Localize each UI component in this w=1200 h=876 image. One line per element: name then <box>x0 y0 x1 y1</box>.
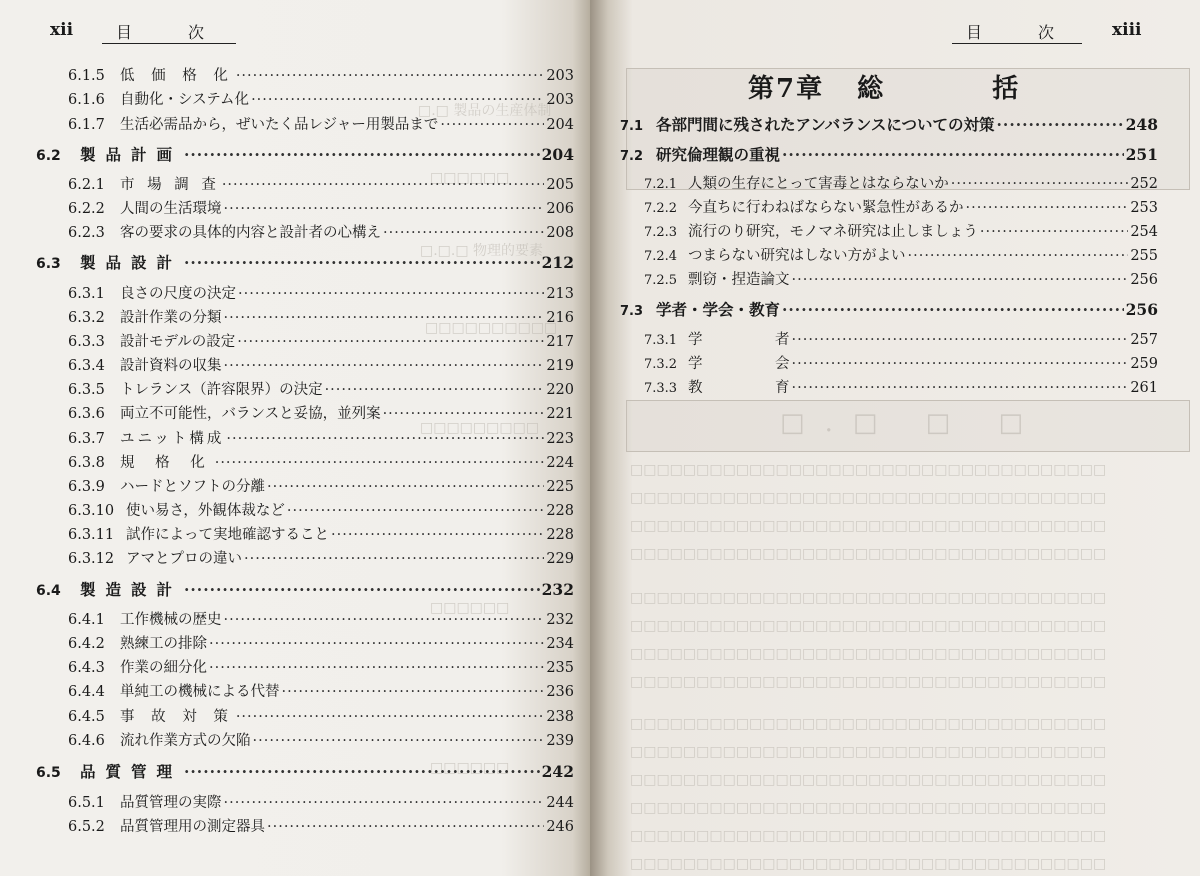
bleed-through-text: □□□□□□ <box>430 600 510 616</box>
bleed-through-text: □□□□□□□□□□□□□□□□□□□□□□□□□□□□□□□□□□□□ <box>630 546 1107 562</box>
toc-section[interactable]: 7.1 各部門間に残されたアンバランスについての対策 ····· 248 <box>620 113 1158 135</box>
toc-entry[interactable]: 6.4.4 単純工の機械による代替 ····· 236 <box>68 680 574 702</box>
toc-entry[interactable]: 6.3.9 ハードとソフトの分離 ····· 225 <box>68 475 574 497</box>
toc-entry[interactable]: 7.3.3 教 育 ····· 261 <box>644 376 1158 398</box>
toc-entry[interactable]: 6.1.5 低 価 格 化 ····· 203 <box>68 64 574 86</box>
toc-section[interactable]: 6.4 製造設計 ····· 232 <box>36 578 574 600</box>
bleed-through-text: □□□□□□□□□□□□□□□□□□□□□□□□□□□□□□□□□□□□ <box>630 800 1107 816</box>
bleed-through-text: □□□□□□□□□□□□□□□□□□□□□□□□□□□□□□□□□□□□ <box>630 828 1107 844</box>
toc-entry[interactable]: 6.3.8 規 格 化 ····· 224 <box>68 451 574 473</box>
toc-entry[interactable]: 6.3.1 良さの尺度の決定 ····· 213 <box>68 282 574 304</box>
toc-entry[interactable]: 6.2.2 人間の生活環境 ····· 206 <box>68 197 574 219</box>
toc-entry[interactable]: 6.3.10 使い易さ，外観体裁など ····· 228 <box>68 499 574 521</box>
left-page <box>0 0 590 876</box>
toc-entry[interactable]: 6.1.6 自動化・システム化 ····· 203 <box>68 88 574 110</box>
chapter-name-part: 括 <box>992 74 1021 104</box>
toc-entry[interactable]: 7.3.1 学 者 ····· 257 <box>644 328 1158 350</box>
bleed-through-text: □□□□□□□□□□□□□□□□□□□□□□□□□□□□□□□□□□□□ <box>630 646 1107 662</box>
bleed-through-text: □□□□□□□□□□□□□□□□□□□□□□□□□□□□□□□□□□□□ <box>630 674 1107 690</box>
toc-entry[interactable]: 6.4.2 熟練工の排除 ····· 234 <box>68 632 574 654</box>
toc-entry[interactable]: 6.4.6 流れ作業方式の欠陥 ····· 239 <box>68 729 574 751</box>
toc-entry[interactable]: 7.2.5 剽窃・捏造論文 ····· 256 <box>644 268 1158 290</box>
bleed-through-text: □□□□□□□□□ <box>420 420 540 436</box>
running-head-rule <box>102 43 236 44</box>
bleed-through-text: □.□.□ 物理的要素 <box>420 243 544 259</box>
toc-section[interactable]: 7.3 学者・学会・教育 ····· 256 <box>620 298 1158 320</box>
bleed-through-text: □□□□□□□□□□ <box>425 320 558 336</box>
toc-entry[interactable]: 6.1.7 生活必需品から，ぜいたく品レジャー用製品まで ····· 204 <box>68 113 574 135</box>
running-head: 目 次 <box>116 23 207 42</box>
bleed-through-text: □□□□□□ <box>430 760 510 776</box>
toc-entry[interactable]: 6.4.5 事 故 対 策 ····· 238 <box>68 705 574 727</box>
toc-entry[interactable]: 6.2.1 市 場 調 査 ····· 205 <box>68 173 574 195</box>
toc-entry[interactable]: 6.3.4 設計資料の収集 ····· 219 <box>68 354 574 376</box>
toc-section[interactable]: 6.2 製品計画 ····· 204 <box>36 143 574 165</box>
toc-entry[interactable]: 6.3.5 トレランス（許容限界）の決定 ····· 220 <box>68 378 574 400</box>
toc-entry[interactable]: 7.2.1 人類の生存にとって害毒とはならないか ····· 252 <box>644 172 1158 194</box>
toc-section[interactable]: 6.5 品質管理 ····· 242 <box>36 760 574 782</box>
toc-entry[interactable]: 7.2.2 今直ちに行わねばならない緊急性があるか ····· 253 <box>644 196 1158 218</box>
bleed-through-text: □□□□□□□□□□□□□□□□□□□□□□□□□□□□□□□□□□□□ <box>630 772 1107 788</box>
toc-entry[interactable]: 6.2.3 客の要求の具体的内容と設計者の心構え ····· 208 <box>68 221 574 243</box>
bleed-through-text: □□□□□□□□□□□□□□□□□□□□□□□□□□□□□□□□□□□□ <box>630 518 1107 534</box>
page-folio: xiii <box>1112 20 1142 40</box>
bleed-through-text: □□□□□□□□□□□□□□□□□□□□□□□□□□□□□□□□□□□□ <box>630 490 1107 506</box>
chapter-label: 第7章 <box>748 74 825 104</box>
bleed-through-text: □.□ □ □ <box>780 408 1044 438</box>
chapter-title <box>748 68 1020 105</box>
bleed-through-text: □.□ 製品の生産体制 <box>418 103 552 119</box>
toc-section[interactable]: 6.3 製品設計 ····· 212 <box>36 251 574 273</box>
toc-entry[interactable]: 6.3.11 試作によって実地確認すること ····· 228 <box>68 523 574 545</box>
toc-entry[interactable]: 6.3.6 両立不可能性，バランスと妥協，並列案 ····· 221 <box>68 402 574 424</box>
toc-entry[interactable]: 6.3.2 設計作業の分類 ····· 216 <box>68 306 574 328</box>
bleed-through-text: □□□□□□□□□□□□□□□□□□□□□□□□□□□□□□□□□□□□ <box>630 716 1107 732</box>
bleed-through-text: □□□□□□□□□□□□□□□□□□□□□□□□□□□□□□□□□□□□ <box>630 744 1107 760</box>
chapter-name-part: 総 <box>857 74 886 104</box>
bleed-through-text: □□□□□□ <box>430 170 510 186</box>
toc-entry[interactable]: 6.3.12 アマとプロの違い ····· 229 <box>68 547 574 569</box>
bleed-through-text: □□□□□□□□□□□□□□□□□□□□□□□□□□□□□□□□□□□□ <box>630 856 1107 872</box>
toc-entry[interactable]: 6.4.1 工作機械の歴史 ····· 232 <box>68 608 574 630</box>
toc-entry[interactable]: 6.5.2 品質管理用の測定器具 ····· 246 <box>68 815 574 837</box>
page-folio: xii <box>50 20 74 40</box>
running-head-rule <box>952 43 1082 44</box>
running-head: 目 次 <box>966 23 1057 42</box>
bleed-through-text: □□□□□□□□□□□□□□□□□□□□□□□□□□□□□□□□□□□□ <box>630 590 1107 606</box>
toc-entry[interactable]: 7.2.4 つまらない研究はしない方がよい ····· 255 <box>644 244 1158 266</box>
toc-entry[interactable]: 6.3.3 設計モデルの設定 ····· 217 <box>68 330 574 352</box>
toc-entry[interactable]: 7.2.3 流行のり研究，モノマネ研究は止しましょう ····· 254 <box>644 220 1158 242</box>
toc-entry[interactable]: 6.4.3 作業の細分化 ····· 235 <box>68 656 574 678</box>
toc-section[interactable]: 7.2 研究倫理観の重視 ····· 251 <box>620 143 1158 165</box>
toc-entry[interactable]: 6.3.7 ユニット構成 ····· 223 <box>68 427 574 449</box>
toc-entry[interactable]: 7.3.2 学 会 ····· 259 <box>644 352 1158 374</box>
bleed-through-text: □□□□□□□□□□□□□□□□□□□□□□□□□□□□□□□□□□□□ <box>630 618 1107 634</box>
toc-entry[interactable]: 6.5.1 品質管理の実際 ····· 244 <box>68 791 574 813</box>
bleed-through-text: □□□□□□□□□□□□□□□□□□□□□□□□□□□□□□□□□□□□ <box>630 462 1107 478</box>
